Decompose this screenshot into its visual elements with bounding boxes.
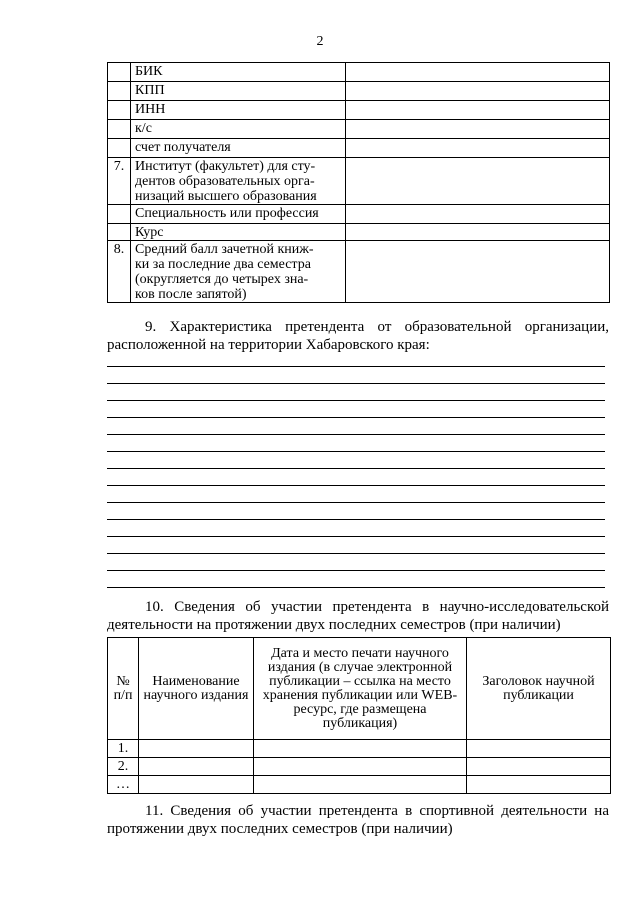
row-number-cell (108, 101, 131, 120)
blank-line[interactable] (107, 553, 605, 554)
gpa-value-cell[interactable] (346, 241, 610, 303)
date-place-cell[interactable] (254, 740, 467, 758)
section-11-paragraph (107, 802, 609, 838)
blank-line[interactable] (107, 485, 605, 486)
row-number-cell (108, 205, 131, 224)
header-publication-name: Наименование научного издания (139, 638, 254, 740)
section-10-paragraph (107, 598, 609, 634)
row-number-cell: … (108, 776, 139, 794)
header-number: № п/п (108, 638, 139, 740)
section-9-paragraph (107, 318, 609, 354)
specialty-value-cell[interactable] (346, 205, 610, 224)
blank-line[interactable] (107, 400, 605, 401)
recipient-account-label: счет получателя (131, 139, 346, 158)
research-activity-table (107, 637, 611, 794)
table-row (108, 158, 610, 205)
blank-line[interactable] (107, 366, 605, 367)
publication-title-cell[interactable] (467, 758, 611, 776)
applicant-details-table (107, 62, 610, 303)
row-number-cell (108, 120, 131, 139)
bik-label: БИК (131, 63, 346, 82)
blank-line[interactable] (107, 434, 605, 435)
table-header-row (108, 638, 611, 740)
table-row (108, 139, 610, 158)
date-place-cell[interactable] (254, 776, 467, 794)
row-number-cell (108, 63, 131, 82)
table-row (108, 101, 610, 120)
label-line: дентов образовательных орга- (135, 174, 315, 189)
corr-account-value-cell[interactable] (346, 120, 610, 139)
table-row (108, 241, 610, 303)
specialty-label: Специальность или профессия (131, 205, 346, 224)
table-row (108, 776, 611, 794)
blank-line[interactable] (107, 587, 605, 588)
header-date-place: Дата и место печати научного издания (в случае электронной публикации – ссылка на место хранения публикации или WEB-ресурс, где размещена публикация) (254, 638, 467, 740)
blank-line[interactable] (107, 570, 605, 571)
table-row (108, 82, 610, 101)
course-label: Курс (131, 224, 346, 241)
blank-line[interactable] (107, 451, 605, 452)
publication-name-cell[interactable] (139, 776, 254, 794)
bik-value-cell[interactable] (346, 63, 610, 82)
row-number-cell: 2. (108, 758, 139, 776)
label-line: ков после запятой) (135, 287, 247, 302)
blank-line[interactable] (107, 502, 605, 503)
label-line: Институт (факультет) для сту- (135, 159, 316, 174)
table-row (108, 740, 611, 758)
label-line: (округляется до четырех зна- (135, 272, 309, 287)
institute-label (131, 158, 346, 205)
label-line: низаций высшего образования (135, 189, 317, 204)
row-number-cell (108, 82, 131, 101)
kpp-value-cell[interactable] (346, 82, 610, 101)
publication-title-cell[interactable] (467, 740, 611, 758)
blank-line[interactable] (107, 417, 605, 418)
row-number-cell: 1. (108, 740, 139, 758)
recipient-account-value-cell[interactable] (346, 139, 610, 158)
blank-line[interactable] (107, 383, 605, 384)
label-line: Средний балл зачетной книж- (135, 242, 314, 257)
section-9-text: 9. Характеристика претендента от образовательной организации, расположенной на территории Хабаровского края: (107, 319, 609, 353)
publication-name-cell[interactable] (139, 758, 254, 776)
publication-name-cell[interactable] (139, 740, 254, 758)
blank-line[interactable] (107, 519, 605, 520)
section-11-text: 11. Сведения об участии претендента в спортивной деятельности на протяжении двух последних семестров (при наличии) (107, 803, 609, 837)
blank-line[interactable] (107, 468, 605, 469)
course-value-cell[interactable] (346, 224, 610, 241)
table-row (108, 224, 610, 241)
inn-label: ИНН (131, 101, 346, 120)
gpa-label (131, 241, 346, 303)
corr-account-label: к/с (131, 120, 346, 139)
page-number: 2 (316, 34, 324, 49)
label-line: ки за последние два семестра (135, 257, 311, 272)
row-number-cell: 7. (108, 158, 131, 205)
header-publication-title: Заголовок научной публикации (467, 638, 611, 740)
table-row (108, 120, 610, 139)
kpp-label: КПП (131, 82, 346, 101)
row-number-cell: 8. (108, 241, 131, 303)
row-number-cell (108, 139, 131, 158)
publication-title-cell[interactable] (467, 776, 611, 794)
table-row (108, 758, 611, 776)
institute-value-cell[interactable] (346, 158, 610, 205)
table-row (108, 63, 610, 82)
date-place-cell[interactable] (254, 758, 467, 776)
inn-value-cell[interactable] (346, 101, 610, 120)
section-10-text: 10. Сведения об участии претендента в научно-исследовательской деятельности на протяжении двух последних семестров (при наличии) (107, 599, 609, 633)
row-number-cell (108, 224, 131, 241)
blank-line[interactable] (107, 536, 605, 537)
table-row (108, 205, 610, 224)
